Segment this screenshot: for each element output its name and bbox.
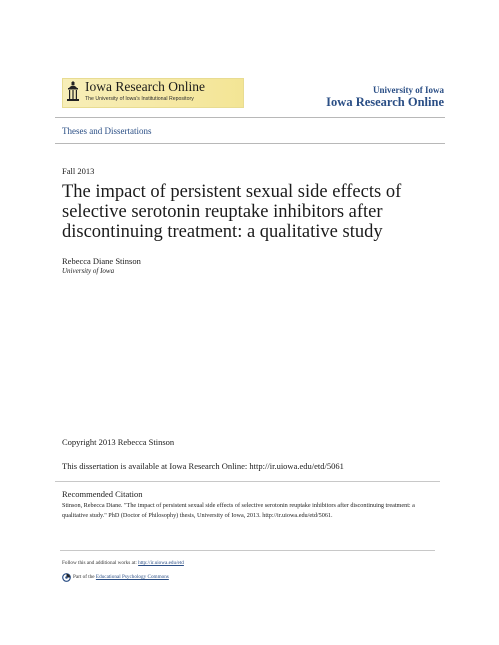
copyright-notice: Copyright 2013 Rebecca Stinson (62, 437, 175, 447)
university-link[interactable]: University of Iowa (373, 85, 444, 95)
footer-divider (60, 550, 435, 551)
follow-link[interactable]: http://ir.uiowa.edu/etd (138, 560, 184, 566)
follow-prefix: Follow this and additional works at: (62, 560, 139, 566)
document-title: The impact of persistent sexual side effects of selective serotonin reuptake inhibitors after discontinuing treatment: a qualitative study (62, 182, 402, 242)
old-capitol-icon (66, 81, 80, 103)
citation-text: Stinson, Rebecca Diane. "The impact of persistent sexual side effects of selective serotonin reuptake inhibitors after discontinuing treatment: a qualitative study." PhD (Doctor of Philosophy) thesis, University of Iowa, 2013. http://ir.uiowa.edu/etd/5061. (62, 502, 415, 519)
collection-link[interactable]: Theses and Dissertations (62, 126, 152, 136)
header-divider (55, 117, 445, 118)
repository-link[interactable]: Iowa Research Online (326, 95, 444, 109)
logo-title: Iowa Research Online (85, 79, 205, 94)
author-name: Rebecca Diane Stinson (62, 256, 141, 266)
citation-divider (55, 481, 440, 482)
part-of-prefix: Part of the (73, 574, 96, 580)
publication-date: Fall 2013 (62, 166, 95, 176)
citation-heading: Recommended Citation (62, 489, 143, 499)
collection-divider (55, 143, 445, 144)
educational-psychology-commons-link[interactable]: Educational Psychology Commons (95, 574, 169, 580)
follow-line (62, 560, 184, 566)
author-affiliation: University of Iowa (62, 267, 115, 275)
digital-commons-network-icon (62, 573, 71, 582)
part-of-line (73, 574, 169, 580)
availability-statement: This dissertation is available at Iowa Research Online: http://ir.uiowa.edu/etd/5061 (62, 461, 344, 471)
logo-subtitle: The University of Iowa's Institutional Repository (85, 96, 194, 102)
